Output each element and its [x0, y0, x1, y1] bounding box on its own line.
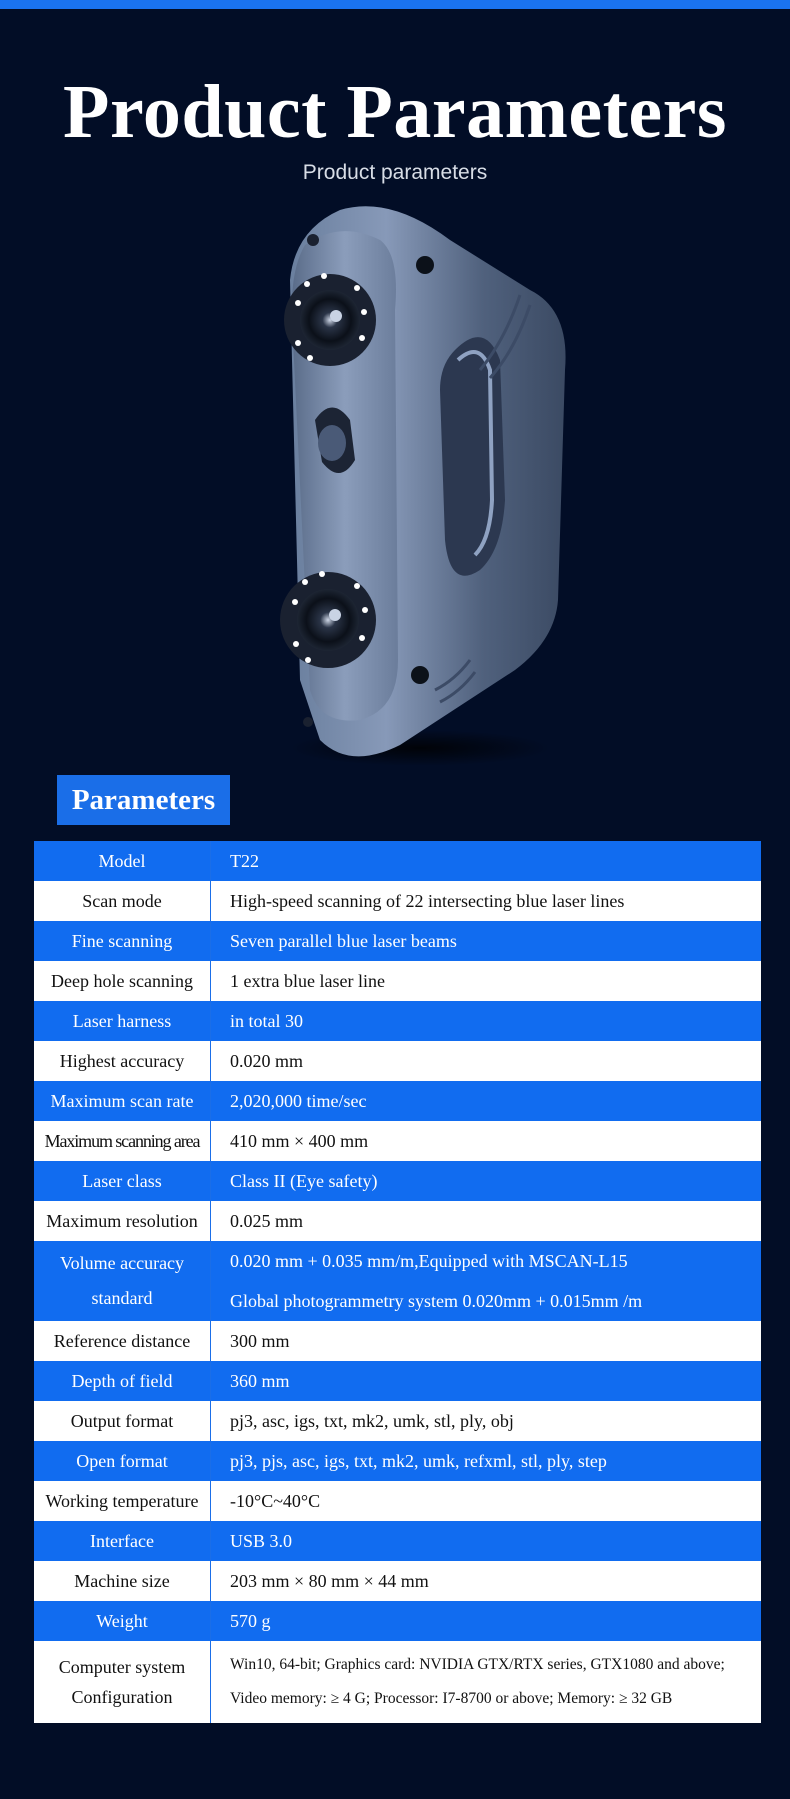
spec-label: Reference distance [34, 1321, 211, 1361]
table-row [34, 1241, 761, 1321]
spec-label: Laser class [34, 1161, 211, 1201]
spec-label: Fine scanning [34, 921, 211, 961]
spec-label: Scan mode [34, 881, 211, 921]
spec-label: Open format [34, 1441, 211, 1481]
spec-value-line: 0.020 mm + 0.035 mm/m,Equipped with MSCAN-L15 [230, 1251, 628, 1271]
spec-value: T22 [211, 841, 762, 881]
table-row [34, 1601, 761, 1641]
table-row [34, 921, 761, 961]
spec-label-line: Volume accuracy [59, 1253, 185, 1273]
table-row [34, 1441, 761, 1481]
spec-value: 0.020 mm [211, 1041, 762, 1081]
spec-label [34, 1241, 211, 1321]
parameters-tab: Parameters [57, 775, 230, 825]
spec-value: 1 extra blue laser line [211, 961, 762, 1001]
page-title: Product Parameters [63, 70, 727, 154]
page-subtitle: Product parameters [302, 161, 488, 184]
spec-value: USB 3.0 [211, 1521, 762, 1561]
spec-value: 570 g [211, 1601, 762, 1641]
table-row [34, 1561, 761, 1601]
spec-label-line: standard [91, 1288, 153, 1308]
spec-label: Interface [34, 1521, 211, 1561]
table-row [34, 1321, 761, 1361]
spec-label: Laser harness [34, 1001, 211, 1041]
top-accent-bar [0, 0, 790, 9]
spec-label [34, 1641, 211, 1723]
scanner-image [280, 200, 590, 770]
spec-value: 410 mm × 400 mm [211, 1121, 762, 1161]
spec-value-line: Video memory: ≥ 4 G; Processor: I7-8700 or above; Memory: ≥ 32 GB [230, 1690, 673, 1707]
table-row [34, 841, 761, 881]
spec-label: Weight [34, 1601, 211, 1641]
spec-value: 2,020,000 time/sec [211, 1081, 762, 1121]
spec-value [211, 1241, 762, 1321]
table-row [34, 1081, 761, 1121]
spec-table [34, 841, 761, 1723]
spec-value: Seven parallel blue laser beams [211, 921, 762, 961]
spec-label: Deep hole scanning [34, 961, 211, 1001]
table-row [34, 1001, 761, 1041]
table-row [34, 1481, 761, 1521]
table-row [34, 961, 761, 1001]
spec-value-line: Win10, 64-bit; Graphics card: NVIDIA GTX/RTX series, GTX1080 and above; [230, 1656, 725, 1673]
table-row [34, 1641, 761, 1723]
spec-label: Maximum scan rate [34, 1081, 211, 1121]
spec-value: pj3, asc, igs, txt, mk2, umk, stl, ply, obj [211, 1401, 762, 1441]
spec-label: Model [34, 841, 211, 881]
table-row [34, 1121, 761, 1161]
spec-label-line: Configuration [71, 1687, 173, 1707]
table-row [34, 1361, 761, 1401]
spec-value: 360 mm [211, 1361, 762, 1401]
spec-value [211, 1641, 762, 1723]
spec-label: Machine size [34, 1561, 211, 1601]
spec-value-line: Global photogrammetry system 0.020mm + 0.015mm /m [230, 1291, 643, 1311]
spec-value: High-speed scanning of 22 intersecting blue laser lines [211, 881, 762, 921]
spec-value: 0.025 mm [211, 1201, 762, 1241]
spec-value: in total 30 [211, 1001, 762, 1041]
spec-value: -10°C~40°C [211, 1481, 762, 1521]
table-row [34, 1161, 761, 1201]
spec-label: Maximum resolution [34, 1201, 211, 1241]
spec-label-line: Computer system [58, 1657, 186, 1677]
table-row [34, 881, 761, 921]
table-row [34, 1041, 761, 1081]
spec-value: Class II (Eye safety) [211, 1161, 762, 1201]
table-row [34, 1521, 761, 1561]
spec-value: 300 mm [211, 1321, 762, 1361]
spec-label: Highest accuracy [34, 1041, 211, 1081]
spec-label: Output format [34, 1401, 211, 1441]
spec-label: Working temperature [34, 1481, 211, 1521]
spec-label: Maximum scanning area [34, 1121, 211, 1161]
spec-value: 203 mm × 80 mm × 44 mm [211, 1561, 762, 1601]
spec-label: Depth of field [34, 1361, 211, 1401]
table-row [34, 1401, 761, 1441]
table-row [34, 1201, 761, 1241]
spec-value: pj3, pjs, asc, igs, txt, mk2, umk, refxml, stl, ply, step [211, 1441, 762, 1481]
